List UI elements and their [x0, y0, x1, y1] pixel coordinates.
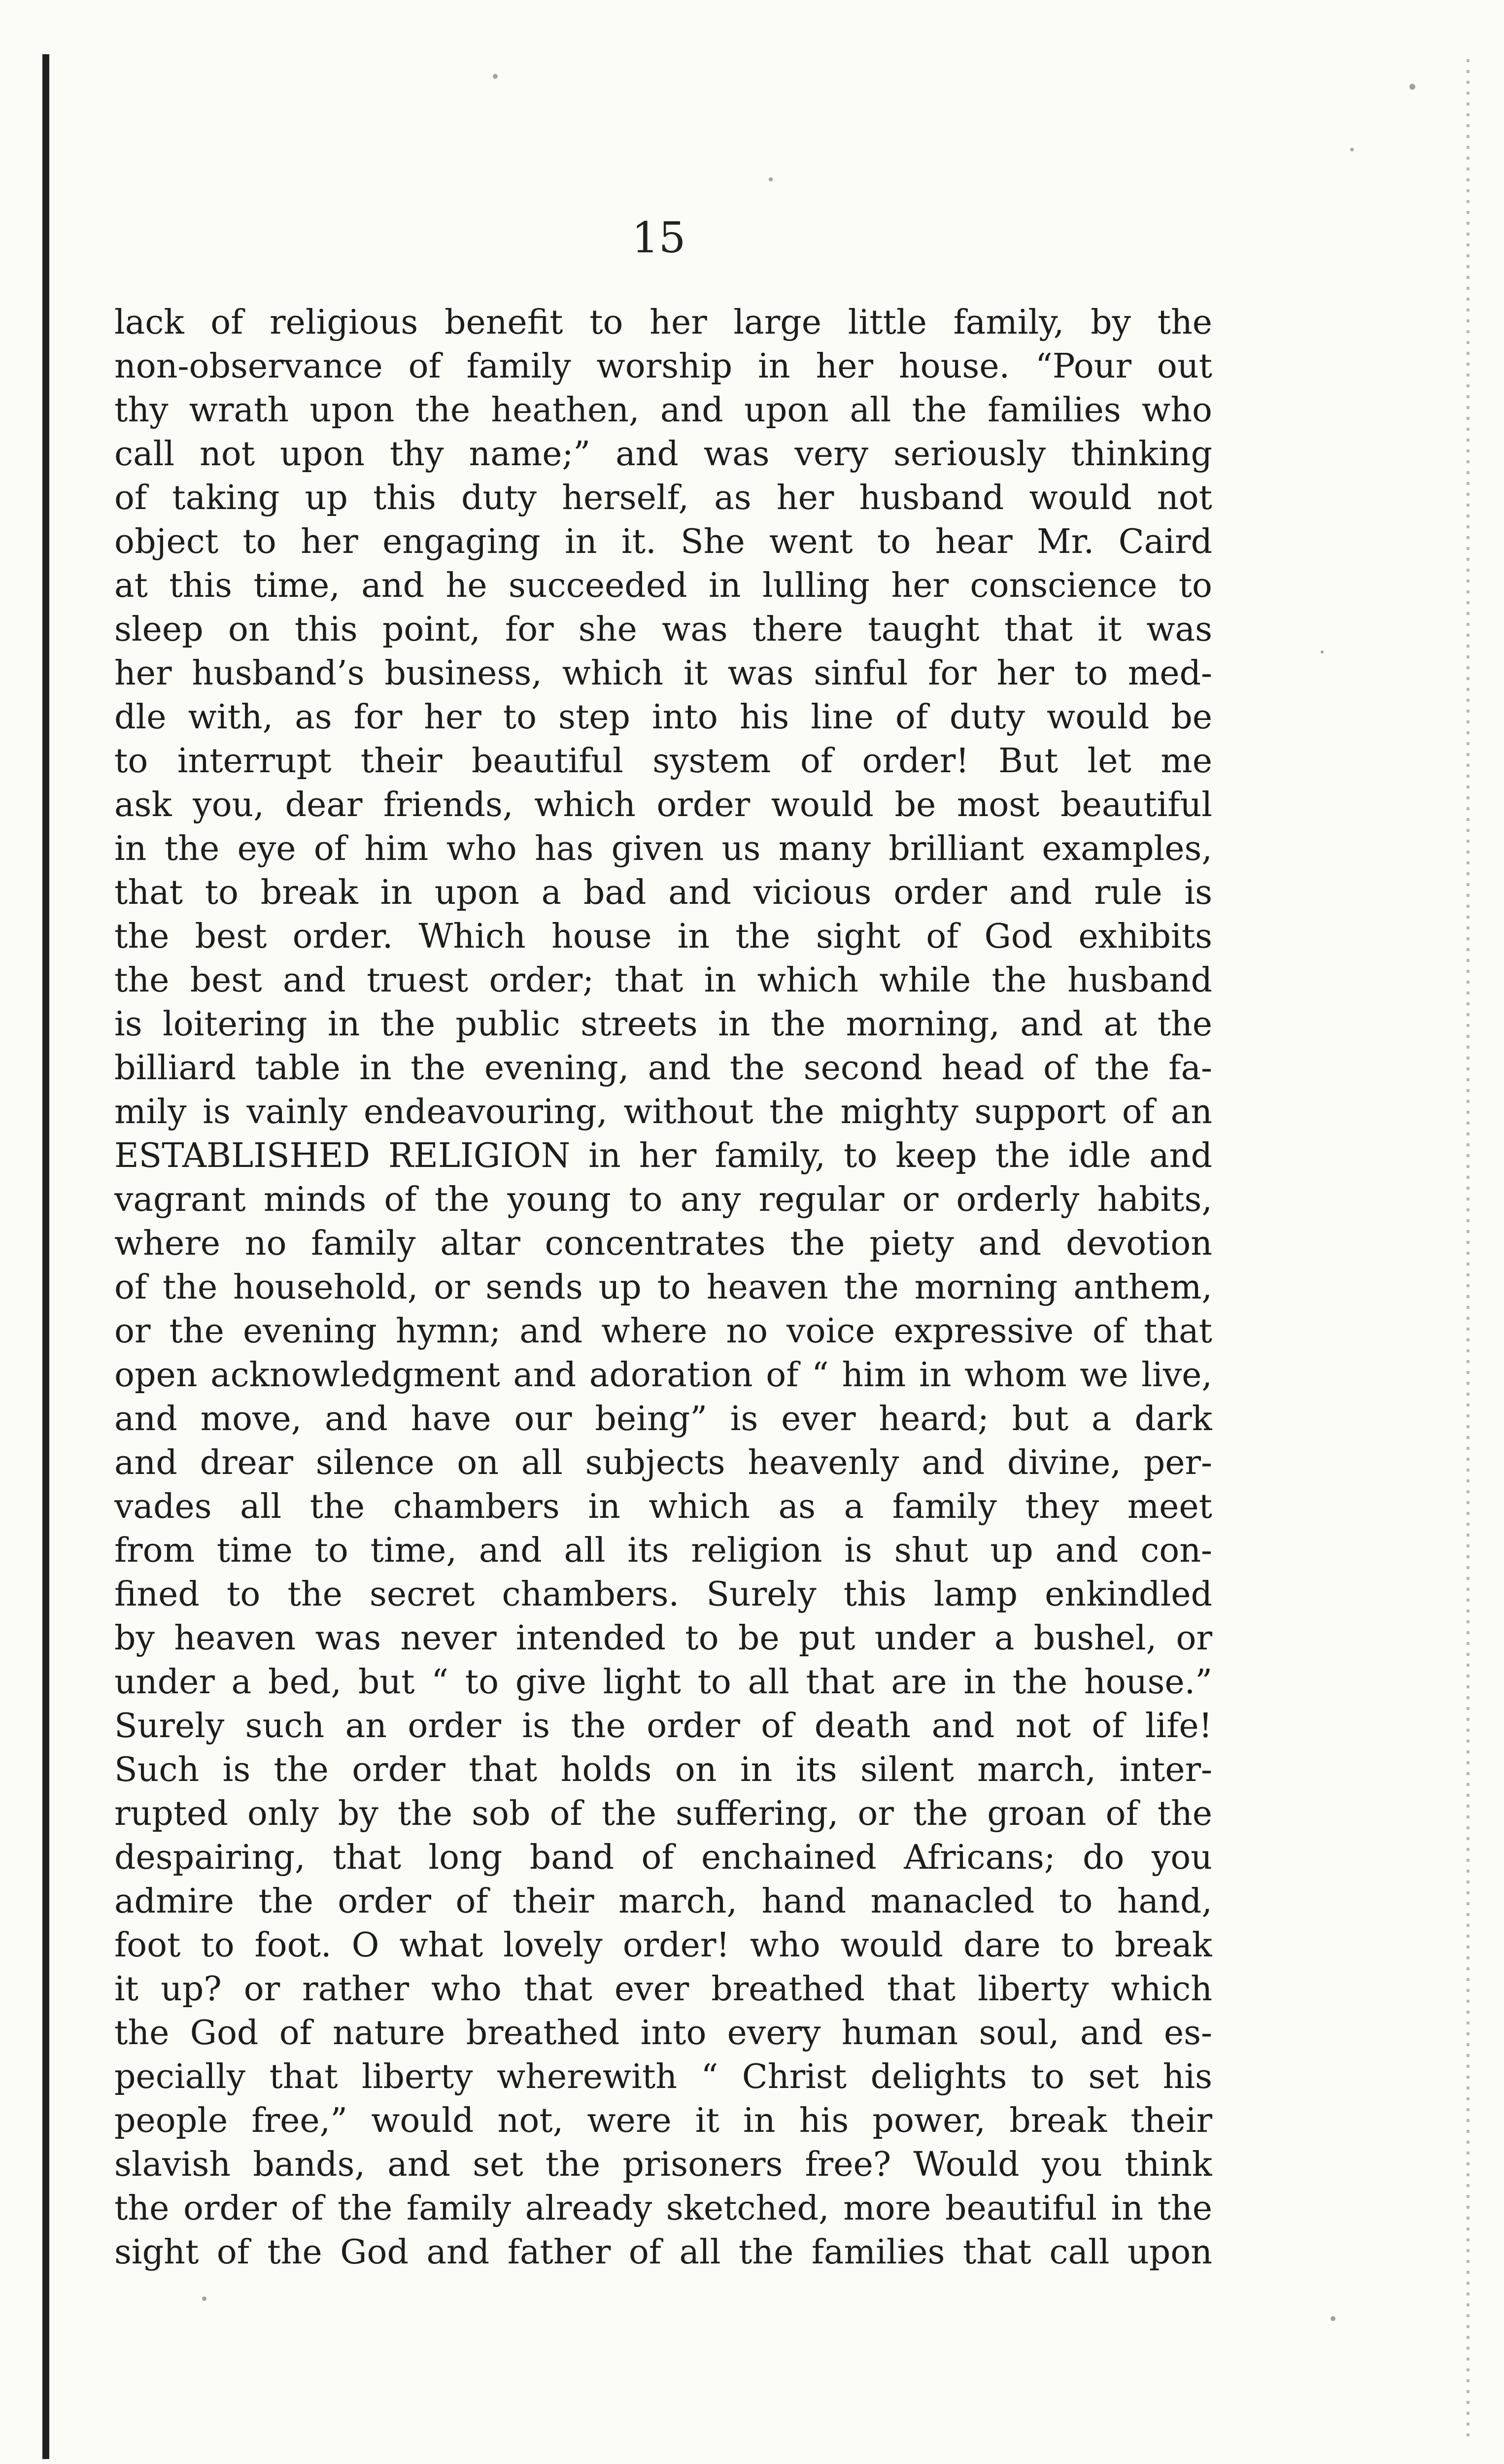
scan-speck [202, 2296, 206, 2301]
text-line: billiard table in the evening, and the second head of the fa- [114, 1049, 1212, 1088]
page-binding-edge [42, 54, 49, 2459]
text-line: sight of the God and father of all the families that call upon [114, 2233, 1212, 2272]
scan-speck [1350, 148, 1354, 151]
text-line: despairing, that long band of enchained Africans; do you [114, 1838, 1212, 1877]
text-line: that to break in upon a bad and vicious order and rule is [114, 873, 1212, 912]
text-line: is loitering in the public streets in the morning, and at the [114, 1005, 1212, 1044]
text-line: from time to time, and all its religion is shut up and con- [114, 1531, 1212, 1570]
text-line: of taking up this duty herself, as her husband would not [114, 479, 1212, 517]
text-line: call not upon thy name;” and was very seriously thinking [114, 435, 1212, 474]
text-line: to interrupt their beautiful system of order! But let me [114, 742, 1212, 781]
text-line: it up? or rather who that ever breathed that liberty which [114, 1970, 1212, 2009]
text-line: where no family altar concentrates the piety and devotion [114, 1224, 1212, 1263]
text-line: by heaven was never intended to be put under a bushel, or [114, 1619, 1212, 1658]
text-line: the God of nature breathed into every human soul, and es- [114, 2014, 1212, 2053]
scan-speck [1321, 650, 1324, 653]
body-text [114, 301, 1212, 2274]
text-line: vades all the chambers in which as a family they meet [114, 1487, 1212, 1526]
text-line: foot to foot. O what lovely order! who would dare to break [114, 1926, 1212, 1965]
text-line: or the evening hymn; and where no voice expressive of that [114, 1312, 1212, 1351]
scan-speck [493, 74, 498, 79]
text-line: Surely such an order is the order of death and not of life! [114, 1707, 1212, 1745]
text-line: fined to the secret chambers. Surely this lamp enkindled [114, 1575, 1212, 1614]
text-line: rupted only by the sob of the suffering, or the groan of the [114, 1794, 1212, 1833]
text-line: thy wrath upon the heathen, and upon all the families who [114, 391, 1212, 430]
scan-speck [1409, 84, 1415, 90]
text-line: Such is the order that holds on in its silent march, inter- [114, 1750, 1212, 1789]
text-line: under a bed, but “ to give light to all that are in the house.” [114, 1663, 1212, 1702]
text-line: open acknowledgment and adoration of “ him in whom we live, [114, 1356, 1212, 1395]
text-line: the best order. Which house in the sight of God exhibits [114, 917, 1212, 956]
text-line: vagrant minds of the young to any regular or orderly habits, [114, 1180, 1212, 1219]
text-line: lack of religious benefit to her large little family, by the [114, 303, 1212, 342]
text-line: at this time, and he succeeded in lulling her conscience to [114, 566, 1212, 605]
text-line: ask you, dear friends, which order would be most beautiful [114, 786, 1212, 824]
text-line: the order of the family already sketched, more beautiful in the [114, 2189, 1212, 2228]
text-line: people free,” would not, were it in his power, break their [114, 2101, 1212, 2140]
text-line: mily is vainly endeavouring, without the mighty support of an [114, 1093, 1212, 1131]
scan-speck [1331, 2316, 1335, 2321]
page-right-edge [1467, 59, 1470, 2444]
text-line: slavish bands, and set the prisoners free? Would you think [114, 2145, 1212, 2184]
text-line: in the eye of him who has given us many brilliant examples, [114, 829, 1212, 868]
text-line: dle with, as for her to step into his line of duty would be [114, 698, 1212, 737]
text-line: and drear silence on all subjects heavenly and divine, per- [114, 1443, 1212, 1482]
text-line: the best and truest order; that in which while the husband [114, 961, 1212, 1000]
text-line: non-observance of family worship in her house. “Pour out [114, 347, 1212, 386]
scan-speck [769, 177, 773, 181]
page-number: 15 [632, 213, 686, 263]
text-line: of the household, or sends up to heaven the morning anthem, [114, 1268, 1212, 1307]
text-line: object to her engaging in it. She went to hear Mr. Caird [114, 522, 1212, 561]
text-line: and move, and have our being” is ever heard; but a dark [114, 1400, 1212, 1438]
text-line: sleep on this point, for she was there taught that it was [114, 610, 1212, 649]
text-line: pecially that liberty wherewith “ Christ delights to set his [114, 2057, 1212, 2096]
text-line: ESTABLISHED RELIGION in her family, to keep the idle and [114, 1136, 1212, 1175]
text-line: her husband’s business, which it was sinful for her to med- [114, 654, 1212, 693]
text-line: admire the order of their march, hand manacled to hand, [114, 1882, 1212, 1921]
